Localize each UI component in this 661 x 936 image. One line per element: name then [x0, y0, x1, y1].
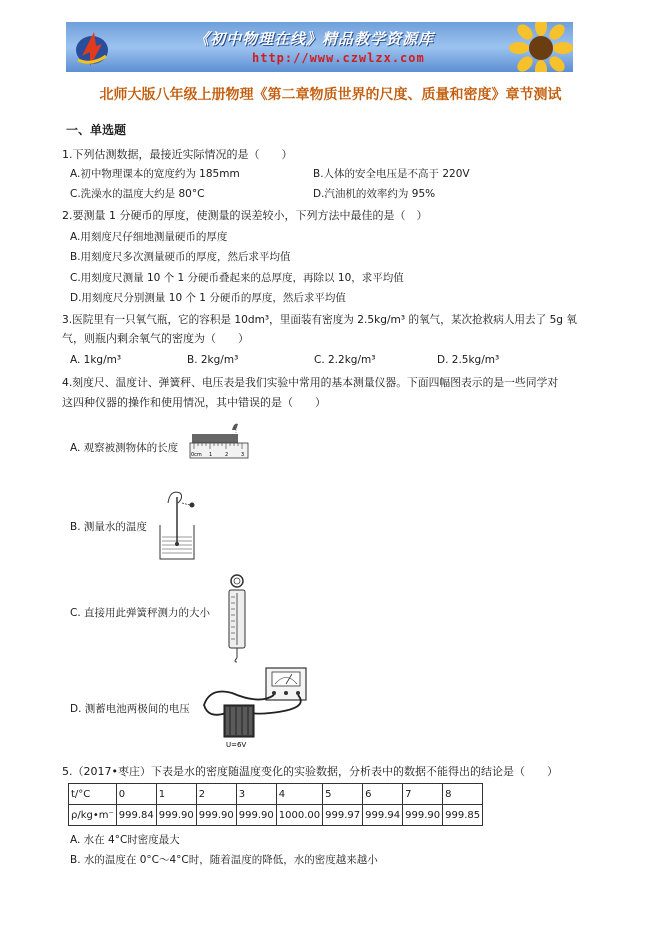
table-cell: 4 [276, 784, 322, 805]
table-cell: 6 [363, 784, 403, 805]
question-4-stem-line1: 4.刻度尺、温度计、弹簧秤、电压表是我们实验中常用的基本测量仪器。下面四幅图表示的是一些同学对 [62, 376, 559, 389]
table-cell: 8 [443, 784, 483, 805]
logo-icon [72, 26, 112, 68]
q2-option-a[interactable]: A.用刻度尺仔细地测量硬币的厚度 [70, 231, 228, 243]
question-3-stem-line1: 3.医院里有一只氧气瓶，它的容积是 10dm³，里面装有密度为 2.5kg/m³ 的氧气，某次抢救病人用去了 5g 氧 [62, 314, 577, 326]
q5-option-b[interactable]: B. 水的温度在 0°C～4°C时，随着温度的降低，水的密度越来越小 [70, 854, 378, 866]
section-heading: 一、单选题 [66, 123, 127, 137]
question-3-stem-line2: 气，则瓶内剩余氧气的密度为（ ） [62, 332, 249, 345]
water-density-table [68, 783, 483, 826]
banner-url[interactable]: http://www.czwlzx.com [252, 51, 425, 65]
q2-option-c[interactable]: C.用刻度尺测量 10 个 1 分硬币叠起来的总厚度，再除以 10，求平均值 [70, 272, 404, 284]
table-cell: 3 [236, 784, 276, 805]
ruler-tick-2: 2 [225, 452, 229, 458]
q4-option-b[interactable]: B. 测量水的温度 [70, 521, 147, 533]
table-cell: 999.84 [116, 805, 156, 826]
q1-option-d[interactable]: D.汽油机的效率约为 95% [313, 188, 436, 200]
q5-option-a[interactable]: A. 水在 4°C时密度最大 [70, 834, 180, 846]
ruler-tick-0: 0cm [191, 452, 202, 458]
table-cell: 999.90 [156, 805, 196, 826]
q1-option-c[interactable]: C.洗澡水的温度大约是 80°C [70, 188, 205, 200]
question-1-stem: 1.下列估测数据，最接近实际情况的是（ ） [62, 148, 293, 161]
table-header-cell: t/°C [69, 784, 117, 805]
table-cell: 999.90 [236, 805, 276, 826]
ruler-tick-3: 3 [241, 452, 245, 458]
question-4-stem-line2: 这四种仪器的操作和使用情况，其中错误的是（ ） [62, 396, 326, 409]
document-title: 北师大版八年级上册物理《第二章物质世界的尺度、质量和密度》章节测试 [99, 87, 562, 103]
q3-option-b[interactable]: B. 2kg/m³ [187, 354, 239, 366]
table-cell: 999.97 [323, 805, 363, 826]
table-header-cell: ρ/kg•m⁻ [69, 805, 117, 826]
sunflower-icon [506, 22, 573, 72]
ruler-figure [188, 420, 250, 472]
table-row [69, 784, 483, 805]
table-cell: 7 [403, 784, 443, 805]
spring-scale-figure [222, 573, 252, 663]
table-cell: 1 [156, 784, 196, 805]
question-5-stem: 5.（2017•枣庄）下表是水的密度随温度变化的实验数据，分析表中的数据不能得出的结论是（ ） [62, 765, 558, 778]
ruler-tick-1: 1 [209, 452, 213, 458]
banner-title: 《初中物理在线》精品教学资源库 [194, 30, 435, 48]
q4-option-a[interactable]: A. 观察被测物体的长度 [70, 442, 179, 454]
question-2-stem: 2.要测量 1 分硬币的厚度，使测量的误差较小，下列方法中最佳的是（ ） [62, 209, 428, 222]
table-cell: 1000.00 [276, 805, 322, 826]
q4-option-c[interactable]: C. 直接用此弹簧秤测力的大小 [70, 607, 211, 619]
thermometer-beaker-figure [150, 487, 206, 563]
table-cell: 2 [196, 784, 236, 805]
q2-option-b[interactable]: B.用刻度尺多次测量硬币的厚度，然后求平均值 [70, 251, 291, 263]
table-cell: 999.90 [403, 805, 443, 826]
q1-option-b[interactable]: B.人体的安全电压是不高于 220V [313, 168, 470, 180]
battery-label: U=6V [226, 741, 247, 749]
q3-option-a[interactable]: A. 1kg/m³ [70, 354, 122, 366]
table-row [69, 805, 483, 826]
header-banner [66, 22, 573, 72]
table-cell: 999.90 [196, 805, 236, 826]
table-cell: 999.85 [443, 805, 483, 826]
table-cell: 0 [116, 784, 156, 805]
q4-option-d[interactable]: D. 测蓄电池两极间的电压 [70, 703, 190, 715]
q3-option-d[interactable]: D. 2.5kg/m³ [437, 354, 500, 366]
q1-option-a[interactable]: A.初中物理课本的宽度约为 185mm [70, 168, 240, 180]
voltmeter-battery-figure [200, 665, 320, 755]
q3-option-c[interactable]: C. 2.2kg/m³ [314, 354, 376, 366]
table-cell: 999.94 [363, 805, 403, 826]
q2-option-d[interactable]: D.用刻度尺分别测量 10 个 1 分硬币的厚度，然后求平均值 [70, 292, 346, 304]
table-cell: 5 [323, 784, 363, 805]
